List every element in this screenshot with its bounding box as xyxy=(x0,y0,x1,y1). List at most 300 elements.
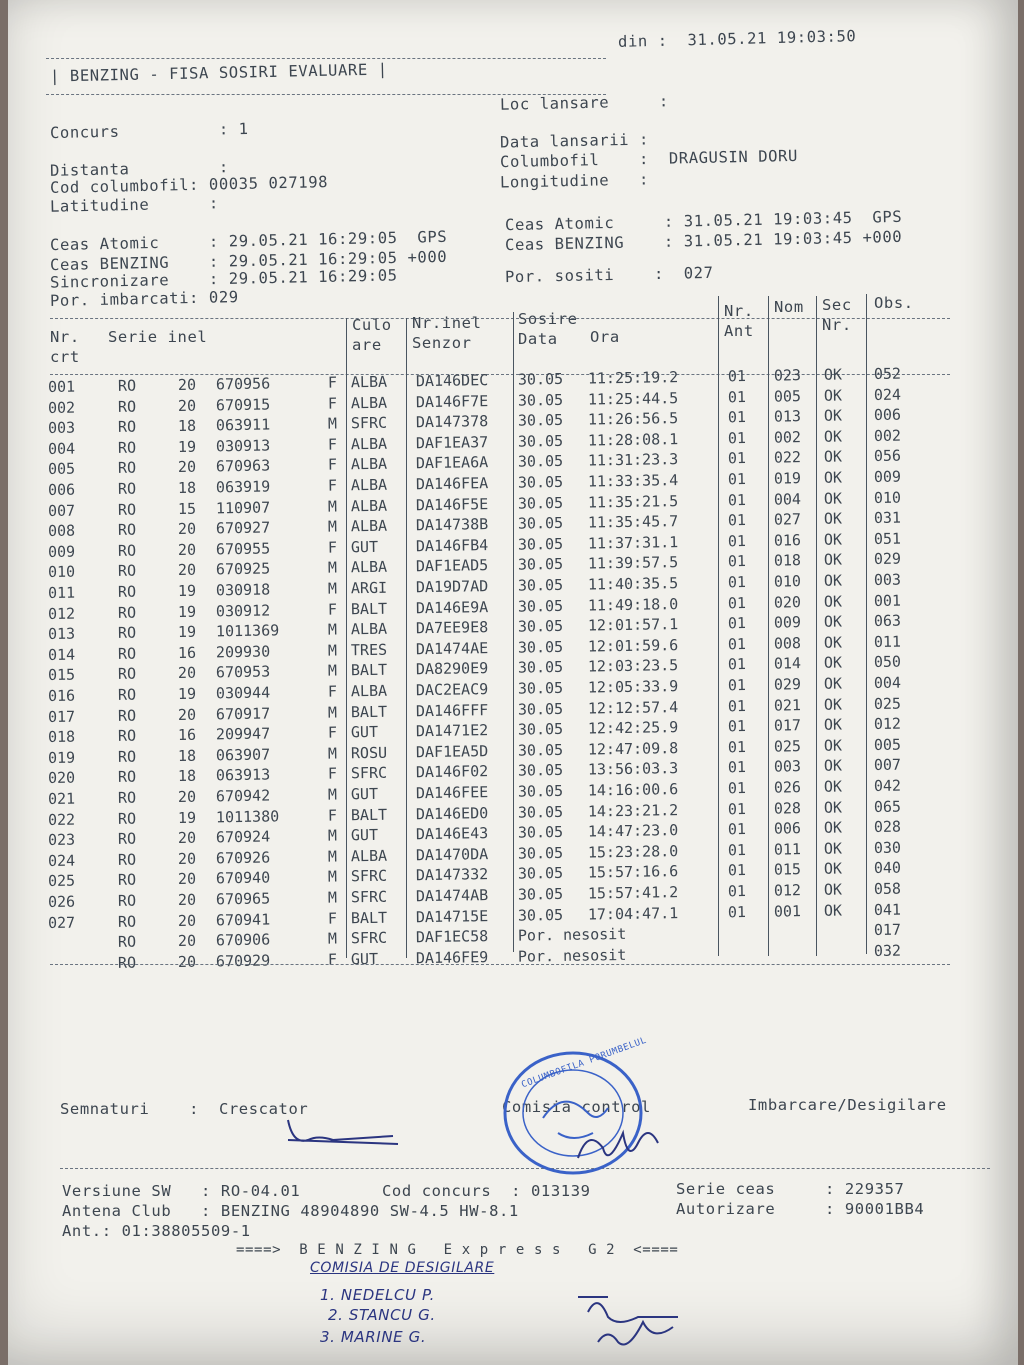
cell-sec: OK xyxy=(823,509,843,528)
table-top-rule xyxy=(50,318,950,319)
sincronizare-label: Sincronizare xyxy=(49,271,170,292)
cell-ring: 063907 xyxy=(215,745,271,765)
table-bottom-rule xyxy=(50,964,950,965)
cell-year: 19 xyxy=(177,622,197,642)
cell-ring: 1011380 xyxy=(215,806,280,826)
cell-nom: 028 xyxy=(773,798,802,818)
ceas-atomic2-label: Ceas Atomic xyxy=(504,213,615,235)
cell-year: 20 xyxy=(177,540,197,559)
express-line: ====> B E N Z I N G E x p r e s s G 2 <==== xyxy=(236,1242,679,1258)
cell-ring: 670924 xyxy=(215,827,271,847)
cell-sex: F xyxy=(327,806,338,825)
cell-sensor: DA146F02 xyxy=(415,762,489,782)
cell-sensor: DA146E43 xyxy=(415,824,489,844)
cell-time: 11:33:35.4 xyxy=(587,471,679,491)
hdr-ant: Ant xyxy=(724,322,754,340)
cell-ant: 01 xyxy=(727,820,747,839)
cell-ant: 01 xyxy=(727,634,747,654)
ceas-atomic-end: Ceas Atomic : 31.05.21 19:03:45 GPS xyxy=(504,207,903,235)
document-title: BENZING - FISA SOSIRI EVALUARE xyxy=(69,60,368,86)
cell-sec: OK xyxy=(823,447,843,467)
cell-ant: 01 xyxy=(727,552,747,571)
cell-nr: 016 xyxy=(47,686,76,705)
cell-sensor: DA146FFF xyxy=(415,700,489,720)
cell-sex: F xyxy=(327,455,338,474)
cell-sex: M xyxy=(327,620,338,639)
cell-color: ALBA xyxy=(350,516,388,536)
document-page xyxy=(8,0,1018,1365)
cell-sex: M xyxy=(327,703,338,722)
cell-obs: 050 xyxy=(873,652,902,672)
cell-year: 20 xyxy=(177,375,197,394)
cell-ant: 01 xyxy=(727,449,747,468)
cell-date: 30.05 xyxy=(517,534,564,554)
cell-country: RO xyxy=(117,582,137,601)
cell-sec: OK xyxy=(823,592,843,611)
cell-color: ALBA xyxy=(350,619,388,639)
cell-color: SFRC xyxy=(350,887,388,907)
hand-title: COMISIA DE DESIGILARE xyxy=(310,1260,495,1276)
cell-sensor: DAF1EA6A xyxy=(415,453,489,473)
cell-time: 12:42:25.9 xyxy=(587,718,679,738)
cell-ant: 01 xyxy=(727,511,747,530)
cell-time: 12:47:09.8 xyxy=(587,738,679,759)
cell-time: 11:25:44.5 xyxy=(587,388,679,409)
cell-obs: 031 xyxy=(873,508,902,528)
cell-obs: 041 xyxy=(873,900,902,919)
cell-sex: F xyxy=(327,600,338,619)
cell-time: 14:16:00.6 xyxy=(587,780,679,800)
cell-sex: M xyxy=(327,497,338,516)
cell-nr: 009 xyxy=(47,542,76,561)
cell-nom: 015 xyxy=(773,860,802,879)
cell-year: 20 xyxy=(177,561,197,580)
cell-sex: F xyxy=(327,682,338,701)
cell-sec: OK xyxy=(823,859,843,879)
cell-time: 12:12:57.4 xyxy=(587,697,679,718)
concurs-label: Concurs xyxy=(49,122,120,143)
cell-obs: 024 xyxy=(873,385,902,404)
semnaturi-line xyxy=(60,1100,308,1118)
hdr-obs: Obs. xyxy=(874,294,914,312)
cell-nr: 018 xyxy=(47,727,76,747)
antena-line xyxy=(62,1202,519,1220)
cell-nom: 002 xyxy=(773,427,802,447)
cell-ant: 01 xyxy=(727,490,747,509)
cell-nr: 001 xyxy=(47,377,76,396)
imbarcare-label: Imbarcare/Desigilare xyxy=(748,1096,947,1114)
cell-sex: F xyxy=(327,764,338,783)
cell-color: ALBA xyxy=(350,496,388,515)
cell-obs: 040 xyxy=(873,858,902,878)
cell-ring: 670917 xyxy=(215,704,271,723)
cell-sex: F xyxy=(327,909,338,928)
autorizare-value: : 90001BB4 xyxy=(825,1200,925,1218)
cell-country: RO xyxy=(117,829,137,849)
cell-sensor: DA146F7E xyxy=(415,391,489,411)
cell-date: 30.05 xyxy=(517,617,564,636)
distanta-line: Distanta : xyxy=(49,158,229,180)
cell-year: 19 xyxy=(177,602,197,621)
cell-country: RO xyxy=(117,685,137,704)
cell-obs: 007 xyxy=(873,755,902,775)
cell-date: 30.05 xyxy=(517,905,564,925)
cell-nr: 008 xyxy=(47,521,76,541)
commission-signatures xyxy=(568,1282,698,1362)
cell-country: RO xyxy=(117,747,137,766)
cell-nom: 016 xyxy=(773,530,802,550)
hdr-nom: Nom xyxy=(774,298,804,316)
cell-country: RO xyxy=(117,706,137,725)
cell-sex: F xyxy=(327,476,338,495)
cell-obs: 028 xyxy=(873,817,902,837)
loc-lansare-label: Loc lansare xyxy=(499,93,610,114)
cell-ant: 01 xyxy=(727,717,747,736)
cell-ant: 01 xyxy=(727,428,747,448)
por-sositi-value: 027 xyxy=(683,263,714,283)
cell-time: 12:03:23.5 xyxy=(587,656,679,676)
latitudine-line: Latitudine : xyxy=(49,194,220,216)
cell-sensor: DA146E9A xyxy=(415,597,489,617)
cell-color: GUT xyxy=(350,537,379,557)
cell-ant: 01 xyxy=(727,470,747,489)
cell-obs: 009 xyxy=(873,467,902,487)
cell-color: ALBA xyxy=(350,846,388,866)
cell-nom: 010 xyxy=(773,572,802,591)
cell-sensor: DA146DEC xyxy=(415,371,489,391)
cod-concurs-label: Cod concurs xyxy=(382,1182,492,1200)
hdr-sec: Sec xyxy=(822,296,852,314)
cell-color: GUT xyxy=(350,784,379,804)
ceas-benzing-start: Ceas BENZING : 29.05.21 16:29:05 +000 xyxy=(49,247,448,275)
cell-sec: OK xyxy=(823,365,843,384)
cell-sensor: DA1470DA xyxy=(415,844,489,865)
cell-year: 19 xyxy=(177,684,197,703)
cell-year: 18 xyxy=(177,767,197,786)
cell-date: 30.05 xyxy=(517,596,564,616)
cell-time: 15:57:16.6 xyxy=(587,862,679,882)
cell-time: 11:35:21.5 xyxy=(587,491,679,512)
por-sositi-line: Por. sositi : 027 xyxy=(504,263,714,287)
cell-sex: M xyxy=(327,785,338,804)
cell-ring: 063911 xyxy=(215,415,271,435)
cell-color: ARGI xyxy=(350,578,388,598)
por-sositi-label: Por. sositi xyxy=(504,265,615,287)
cell-country: RO xyxy=(117,768,137,787)
cell-color: GUT xyxy=(350,826,379,845)
cod-concurs-value: : 013139 xyxy=(511,1182,591,1200)
cell-ant: 01 xyxy=(727,882,747,901)
cell-sensor: DA146FEE xyxy=(415,783,489,803)
cell-nr: 021 xyxy=(47,789,76,808)
cell-obs: 011 xyxy=(873,632,902,651)
cell-date: 30.05 xyxy=(517,823,564,842)
cell-country: RO xyxy=(117,603,137,622)
cell-date: 30.05 xyxy=(517,699,564,719)
sincronizare-value: 29.05.21 16:29:05 xyxy=(228,266,398,288)
cell-year: 16 xyxy=(177,725,197,745)
distanta-label: Distanta xyxy=(49,160,130,180)
cell-ring: 670955 xyxy=(215,539,271,559)
cell-sensor: DAF1EA37 xyxy=(415,432,489,453)
cell-nr: 006 xyxy=(47,480,76,499)
cell-color: GUT xyxy=(350,723,379,742)
ceas-benzing2-label: Ceas BENZING xyxy=(504,233,625,255)
cell-obs: 012 xyxy=(873,714,902,734)
cell-country: RO xyxy=(117,541,137,560)
cell-color: ALBA xyxy=(350,681,388,701)
cell-obs: 051 xyxy=(873,529,902,548)
cell-country: RO xyxy=(117,520,137,540)
comisia-control-label: Comisia control xyxy=(502,1098,651,1116)
cell-color: SFRC xyxy=(350,867,388,886)
cell-nom: 029 xyxy=(773,675,802,694)
cell-sex: M xyxy=(327,579,338,598)
cell-country: RO xyxy=(117,376,137,395)
cell-date: 30.05 xyxy=(517,678,564,698)
cell-country: RO xyxy=(117,397,137,416)
cell-ring: 063913 xyxy=(215,765,271,785)
cell-nr: 023 xyxy=(47,830,76,850)
cell-color: BALT xyxy=(350,661,388,680)
cell-date: 30.05 xyxy=(517,720,564,739)
cell-nom: 008 xyxy=(773,633,802,653)
cell-date: 30.05 xyxy=(517,761,564,781)
cell-ant: 01 xyxy=(727,696,747,715)
cell-ring: 670942 xyxy=(215,786,271,806)
cell-nom: 006 xyxy=(773,819,802,838)
hdr-senzor: Senzor xyxy=(412,334,472,352)
title-bar: | BENZING - FISA SOSIRI EVALUARE | xyxy=(49,60,388,86)
cell-sensor: DA147378 xyxy=(415,412,489,432)
cell-color: SFRC xyxy=(350,764,388,783)
cell-nom: 004 xyxy=(773,489,802,509)
cell-obs: 052 xyxy=(873,364,902,384)
cell-country: RO xyxy=(117,788,137,807)
cell-country: RO xyxy=(117,500,137,519)
cell-nr: 012 xyxy=(47,604,76,623)
cell-ring: 670925 xyxy=(215,559,271,579)
hand-line-2: 2. STANCU G. xyxy=(328,1306,436,1324)
hdr-nr-inel: Nr.inel xyxy=(412,314,482,332)
hand-line-3: 3. MARINE G. xyxy=(320,1328,427,1346)
cell-obs: 032 xyxy=(873,941,902,960)
cell-year: 20 xyxy=(177,952,197,971)
cod-concurs-line xyxy=(382,1182,591,1200)
cell-time: 15:57:41.2 xyxy=(587,883,679,903)
cell-country: RO xyxy=(117,809,137,828)
cell-year: 18 xyxy=(177,746,197,765)
cell-date: 30.05 xyxy=(517,781,564,801)
cell-nom: 014 xyxy=(773,654,802,673)
cell-date: Por. nesosit xyxy=(517,945,627,966)
date-label: din xyxy=(617,32,649,51)
cell-country: RO xyxy=(117,953,137,972)
serie-ceas-value: : 229357 xyxy=(825,1180,905,1198)
cell-year: 19 xyxy=(177,437,197,456)
cell-nom: 019 xyxy=(773,469,802,488)
cell-ring: 670915 xyxy=(215,395,271,414)
cell-nr: 015 xyxy=(47,665,76,685)
cell-color: SFRC xyxy=(350,928,388,948)
sincronizare-line: Sincronizare : 29.05.21 16:29:05 xyxy=(49,266,398,292)
cell-time: 11:40:35.5 xyxy=(587,574,679,594)
cell-sex: M xyxy=(327,641,338,660)
cell-date: 30.05 xyxy=(517,411,564,430)
cell-obs: 006 xyxy=(873,405,902,425)
cell-sex: M xyxy=(327,414,338,433)
ceas-benzing2-value: 31.05.21 19:03:45 +000 xyxy=(683,227,903,251)
cell-sensor: DAF1EA5D xyxy=(415,741,489,762)
stamp-text: COLUMBOFILA PORUMBELUL xyxy=(520,1035,649,1091)
cell-obs: 063 xyxy=(873,611,902,631)
cell-sec: OK xyxy=(823,612,843,631)
cell-country: RO xyxy=(117,479,137,498)
hdr-crt: crt xyxy=(50,348,80,366)
cell-time: 11:49:18.0 xyxy=(587,594,679,615)
cell-ring: 030912 xyxy=(215,601,271,620)
cell-sensor: DA146ED0 xyxy=(415,803,489,823)
cell-obs: 005 xyxy=(873,735,902,754)
cell-nom: 009 xyxy=(773,613,802,632)
cell-time: 13:56:03.3 xyxy=(587,759,679,779)
semnaturi-label: Semnaturi xyxy=(60,1100,150,1118)
cell-country: RO xyxy=(117,417,137,437)
cell-obs: 002 xyxy=(873,426,902,445)
cell-sensor: DA146FEA xyxy=(415,474,489,494)
cell-year: 20 xyxy=(177,828,197,848)
cell-date: 30.05 xyxy=(517,555,564,575)
cell-color: GUT xyxy=(350,949,379,969)
cell-sensor: DA7EE9E8 xyxy=(415,618,489,638)
hdr-sosire: Sosire xyxy=(518,310,578,328)
cell-sex: F xyxy=(327,538,338,557)
cell-sensor: DA147332 xyxy=(415,865,489,885)
ceas-atomic-label: Ceas Atomic xyxy=(49,233,160,255)
cell-country: RO xyxy=(117,623,137,643)
hdr-nr-ant: Nr. xyxy=(724,302,754,320)
cell-year: 20 xyxy=(177,890,197,909)
cell-nom: 017 xyxy=(773,716,802,735)
print-date: din : 31.05.21 19:03:50 xyxy=(617,27,857,51)
cell-obs: 058 xyxy=(873,879,902,899)
cell-country: RO xyxy=(117,562,137,581)
cell-sec: OK xyxy=(823,653,843,673)
cell-sec: OK xyxy=(823,530,843,549)
cell-sensor: DA14738B xyxy=(415,515,489,535)
cell-obs: 030 xyxy=(873,838,902,857)
cell-year: 20 xyxy=(177,911,197,930)
cell-ant: 01 xyxy=(727,387,747,406)
cell-nr: 005 xyxy=(47,459,76,479)
cell-ring: 670953 xyxy=(215,662,271,682)
cell-year: 18 xyxy=(177,478,197,497)
cell-time: 12:01:57.1 xyxy=(587,615,679,635)
cell-year: 20 xyxy=(177,458,197,477)
cell-year: 18 xyxy=(177,416,197,436)
cell-date: 30.05 xyxy=(517,390,564,410)
por-imbarcati-line xyxy=(50,288,239,310)
cell-nr: 003 xyxy=(47,418,76,438)
serie-ceas-label: Serie ceas xyxy=(676,1180,776,1198)
cell-year: 16 xyxy=(177,643,197,662)
cell-nr: 026 xyxy=(47,892,76,911)
cell-ring: 110907 xyxy=(215,498,271,517)
cell-ring: 209930 xyxy=(215,642,271,662)
cell-year: 19 xyxy=(177,808,197,827)
cell-nr: 002 xyxy=(47,398,76,417)
cell-time: 12:05:33.9 xyxy=(587,677,679,697)
cell-ant: 01 xyxy=(727,676,747,695)
cell-sensor: DA14715E xyxy=(415,906,489,926)
cell-ring: 670940 xyxy=(215,868,271,888)
cell-color: ALBA xyxy=(350,434,388,454)
cell-time: 11:25:19.2 xyxy=(587,368,679,388)
cell-ring: 670965 xyxy=(215,889,271,909)
cell-ring: 030918 xyxy=(215,580,271,600)
cell-sex: F xyxy=(327,373,338,392)
cell-color: BALT xyxy=(350,805,388,824)
cell-country: RO xyxy=(117,850,137,869)
cell-sensor: DA1474AB xyxy=(415,886,489,906)
semnaturi-colon: : xyxy=(189,1100,200,1118)
autorizare-label: Autorizare xyxy=(676,1200,776,1218)
cell-year: 20 xyxy=(177,705,197,724)
cell-ring: 670929 xyxy=(215,951,271,971)
cell-obs: 025 xyxy=(873,694,902,713)
ceas-atomic-value: 29.05.21 16:29:05 GPS xyxy=(228,227,448,251)
cell-nr: 025 xyxy=(47,871,76,891)
cell-ant: 01 xyxy=(727,655,747,674)
cell-date: 30.05 xyxy=(517,575,564,595)
cell-sensor: DA1471E2 xyxy=(415,721,489,741)
cell-date: 30.05 xyxy=(517,864,564,884)
cell-ant: 01 xyxy=(727,779,747,798)
crescator-label: Crescator xyxy=(218,1100,309,1118)
cell-country: RO xyxy=(117,726,137,746)
cell-sec: OK xyxy=(823,406,843,425)
cell-obs: 017 xyxy=(873,920,902,940)
cell-obs: 042 xyxy=(873,776,902,796)
cell-ant: 01 xyxy=(727,758,747,777)
cell-obs: 056 xyxy=(873,446,902,466)
cell-date: 30.05 xyxy=(517,369,564,389)
cell-ant: 01 xyxy=(727,367,747,386)
cell-nr: 020 xyxy=(47,768,76,788)
cell-sec: OK xyxy=(823,715,843,734)
versiune-value: : RO-04.01 xyxy=(201,1182,301,1200)
cell-sensor: DA19D7AD xyxy=(415,577,489,597)
cell-sec: OK xyxy=(823,468,843,487)
cell-sensor: DAF1EAD5 xyxy=(415,556,489,576)
cell-ant: 01 xyxy=(727,840,747,860)
cell-sex: F xyxy=(327,950,338,969)
cell-ring: 030944 xyxy=(215,683,271,703)
columbofil-label: Columbofil xyxy=(499,151,600,172)
cell-country: RO xyxy=(117,438,137,457)
date-value: 31.05.21 19:03:50 xyxy=(687,27,857,50)
antena-value: : BENZING 48904890 SW-4.5 HW-8.1 xyxy=(201,1202,519,1220)
cell-sensor: DA8290E9 xyxy=(415,659,489,679)
latitudine-label: Latitudine xyxy=(49,195,150,216)
cell-sensor: DA146FB4 xyxy=(415,535,489,556)
antena-label: Antena Club xyxy=(62,1202,172,1220)
cell-ring: 063919 xyxy=(215,477,271,497)
longitudine-label: Longitudine xyxy=(499,171,610,192)
cell-sex: F xyxy=(327,394,338,413)
cell-ant: 01 xyxy=(727,573,747,592)
cell-year: 20 xyxy=(177,870,197,889)
